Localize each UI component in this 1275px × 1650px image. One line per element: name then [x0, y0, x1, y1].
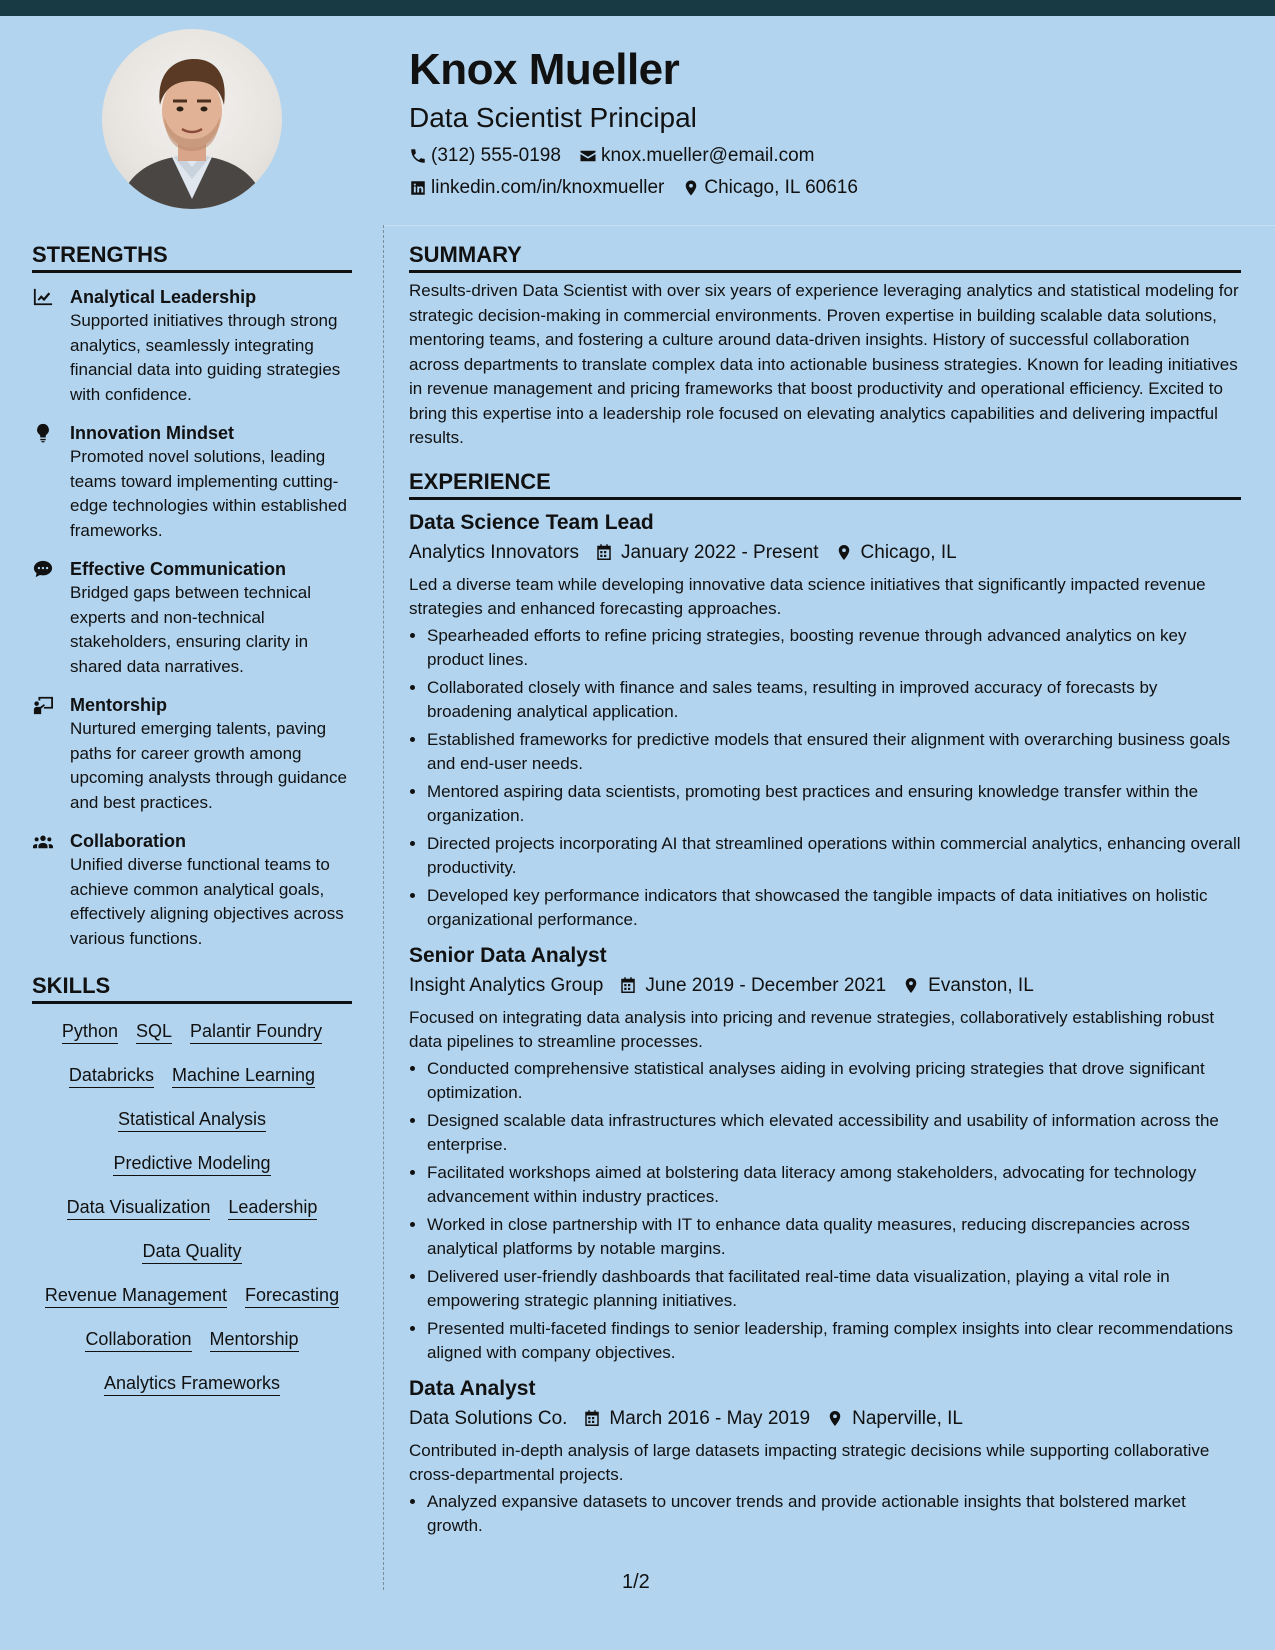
job-description: Contributed in-depth analysis of large datasets impacting strategic decisions while supporting collaborative cross-departmental projects. — [409, 1440, 1210, 1484]
job-meta — [409, 972, 1241, 1000]
list-item: • Conducted comprehensive statistical analyses aiding in evolving pricing strategies that drove significant optimization. — [427, 1057, 1241, 1106]
calendar-icon — [595, 543, 613, 562]
contact-phone[interactable]: (312) 555-0198 — [409, 144, 561, 168]
skill-row — [32, 1064, 352, 1088]
skill-row — [32, 1328, 352, 1352]
skills-list — [32, 1020, 352, 1396]
list-item: • Analyzed expansive datasets to uncover trends and provide actionable insights that bolstered market growth. — [427, 1490, 1241, 1539]
list-item: • Worked in close partnership with IT to enhance data quality measures, reducing discrepancies across analytical platforms by notable margins. — [427, 1213, 1241, 1262]
skill-tag: Data Quality — [142, 1240, 241, 1264]
job-bullets — [409, 1490, 1241, 1539]
job-title: Data Analyst — [409, 1376, 536, 1400]
job-entry — [409, 1374, 1241, 1539]
skill-tag: Machine Learning — [172, 1064, 315, 1088]
contact-email[interactable]: knox.mueller@email.com — [579, 144, 815, 168]
strength-item: Mentorship Nurtured emerging talents, paving paths for career growth among upcoming analysts through guidance and best practices. — [32, 693, 352, 815]
list-item: • Facilitated workshops aimed at bolstering data literacy among stakeholders, advocating for technology advancement within industry practices. — [427, 1161, 1241, 1210]
strengths-list — [32, 285, 352, 951]
skill-row — [32, 1108, 352, 1132]
strengths-heading: STRENGTHS — [32, 240, 352, 273]
skill-row — [32, 1372, 352, 1396]
experience-heading: EXPERIENCE — [409, 467, 1241, 500]
map-pin-icon — [826, 1409, 844, 1428]
job-company: Data Solutions Co. — [409, 1407, 568, 1429]
strength-item: Collaboration Unified diverse functional teams to achieve common analytical goals, effectively aligning objectives across various functions. — [32, 829, 352, 951]
resume-header — [409, 40, 1229, 200]
contact-row-1 — [409, 144, 1229, 168]
job-description: Led a diverse team while developing innovative data science initiatives that significantly impacted revenue strategies and enhanced forecasting approaches. — [409, 574, 1206, 618]
contact-location: Chicago, IL 60616 — [682, 176, 858, 200]
left-column — [32, 240, 352, 1416]
page-number: 1/2 — [622, 1571, 650, 1593]
list-item: • Delivered user-friendly dashboards that facilitated real-time data visualization, playing a vital role in empowering strategic planning initiatives. — [427, 1265, 1241, 1314]
skill-tag: Predictive Modeling — [113, 1152, 270, 1176]
strength-item: Effective Communication Bridged gaps between technical experts and non-technical stakeholders, ensuring clarity in shared data narratives. — [32, 557, 352, 679]
job-company: Analytics Innovators — [409, 541, 580, 563]
list-item: • Established frameworks for predictive models that ensured their alignment with overarching business goals and end-user needs. — [427, 728, 1241, 777]
skill-tag: Python — [62, 1020, 118, 1044]
linkedin-icon — [409, 179, 427, 197]
job-dates: January 2022 - Present — [621, 541, 819, 563]
list-item: • Presented multi-faceted findings to senior leadership, framing complex insights into clear recommendations aligned with company objectives. — [427, 1317, 1241, 1366]
list-item: • Collaborated closely with finance and sales teams, resulting in improved accuracy of forecasts by broadening analytical application. — [427, 676, 1241, 725]
candidate-title: Data Scientist Principal — [409, 102, 697, 133]
map-pin-icon — [835, 543, 853, 562]
job-meta — [409, 539, 1241, 567]
skill-row — [32, 1240, 352, 1264]
job-title: Data Science Team Lead — [409, 510, 654, 534]
strength-item: Innovation Mindset Promoted novel solutions, leading teams toward implementing cutting-edge technologies within established frameworks. — [32, 421, 352, 543]
job-location: Chicago, IL — [860, 541, 957, 563]
profile-photo — [102, 29, 282, 209]
job-entry — [409, 941, 1241, 1366]
job-location: Naperville, IL — [852, 1407, 963, 1429]
skill-tag: SQL — [136, 1020, 172, 1044]
skill-row — [32, 1152, 352, 1176]
skill-tag: Revenue Management — [45, 1284, 227, 1308]
column-divider — [383, 225, 384, 1590]
skill-tag: Statistical Analysis — [118, 1108, 266, 1132]
job-dates: March 2016 - May 2019 — [609, 1407, 811, 1429]
lightbulb-icon — [32, 423, 54, 443]
comment-icon — [32, 559, 54, 579]
skill-tag: Analytics Frameworks — [104, 1372, 280, 1396]
phone-icon — [409, 147, 427, 165]
skill-tag: Forecasting — [245, 1284, 339, 1308]
job-dates: June 2019 - December 2021 — [645, 974, 887, 996]
list-item: • Mentored aspiring data scientists, promoting best practices and ensuring knowledge transfer within the organization. — [427, 780, 1241, 829]
job-bullets — [409, 624, 1241, 933]
summary-heading: SUMMARY — [409, 240, 1241, 273]
skills-heading: SKILLS — [32, 971, 352, 1004]
header-divider — [383, 225, 1275, 226]
list-item: • Spearheaded efforts to refine pricing strategies, boosting revenue through advanced analytics on key product lines. — [427, 624, 1241, 673]
skill-tag: Databricks — [69, 1064, 154, 1088]
job-location: Evanston, IL — [928, 974, 1034, 996]
skill-row — [32, 1020, 352, 1044]
chalkboard-teacher-icon — [32, 695, 54, 715]
skill-tag: Data Visualization — [67, 1196, 211, 1220]
list-item: • Developed key performance indicators that showcased the tangible impacts of data initiatives on holistic organizational performance. — [427, 884, 1241, 933]
skill-tag: Collaboration — [85, 1328, 191, 1352]
job-entry — [409, 508, 1241, 933]
map-pin-icon — [902, 976, 920, 995]
skill-row — [32, 1196, 352, 1220]
calendar-icon — [619, 976, 637, 995]
job-description: Focused on integrating data analysis into pricing and revenue strategies, collaboratively establishing robust data pipelines to streamline processes. — [409, 1007, 1215, 1051]
right-column — [409, 240, 1241, 1542]
users-icon — [32, 831, 54, 851]
job-title: Senior Data Analyst — [409, 943, 607, 967]
job-meta — [409, 1405, 1241, 1433]
summary-text: Results-driven Data Scientist with over six years of experience leveraging analytics and statistical modeling for strategic decision-making in commercial environments. Proven expertise in building scalable data solutions, mentoring teams, and fostering a culture around data-driven insights. History of successful collaboration across departments to translate complex data into actionable business strategies. Known for leading initiatives in revenue management and pricing frameworks that boost productivity and operational efficiency. Excited to bring this expertise into a leadership role focused on elevating analytics capabilities and delivering impactful results. — [409, 281, 1239, 447]
avatar-portrait — [102, 29, 282, 209]
chart-line-icon — [32, 287, 54, 307]
list-item: • Directed projects incorporating AI that streamlined operations within commercial analytics, enhancing overall productivity. — [427, 832, 1241, 881]
skill-tag: Palantir Foundry — [190, 1020, 322, 1044]
strength-item: Analytical Leadership Supported initiatives through strong analytics, seamlessly integrating financial data into guiding strategies with confidence. — [32, 285, 352, 407]
skill-tag: Mentorship — [210, 1328, 299, 1352]
job-bullets — [409, 1057, 1241, 1366]
contact-row-2 — [409, 176, 1229, 200]
candidate-name: Knox Mueller — [409, 45, 680, 94]
map-pin-icon — [682, 179, 700, 197]
skill-tag: Leadership — [228, 1196, 317, 1220]
list-item: • Designed scalable data infrastructures which elevated accessibility and usability of information across the enterprise. — [427, 1109, 1241, 1158]
top-accent-bar — [0, 0, 1275, 16]
job-company: Insight Analytics Group — [409, 974, 604, 996]
envelope-icon — [579, 147, 597, 165]
calendar-icon — [583, 1409, 601, 1428]
contact-linkedin[interactable]: linkedin.com/in/knoxmueller — [409, 176, 664, 200]
skill-row — [32, 1284, 352, 1308]
